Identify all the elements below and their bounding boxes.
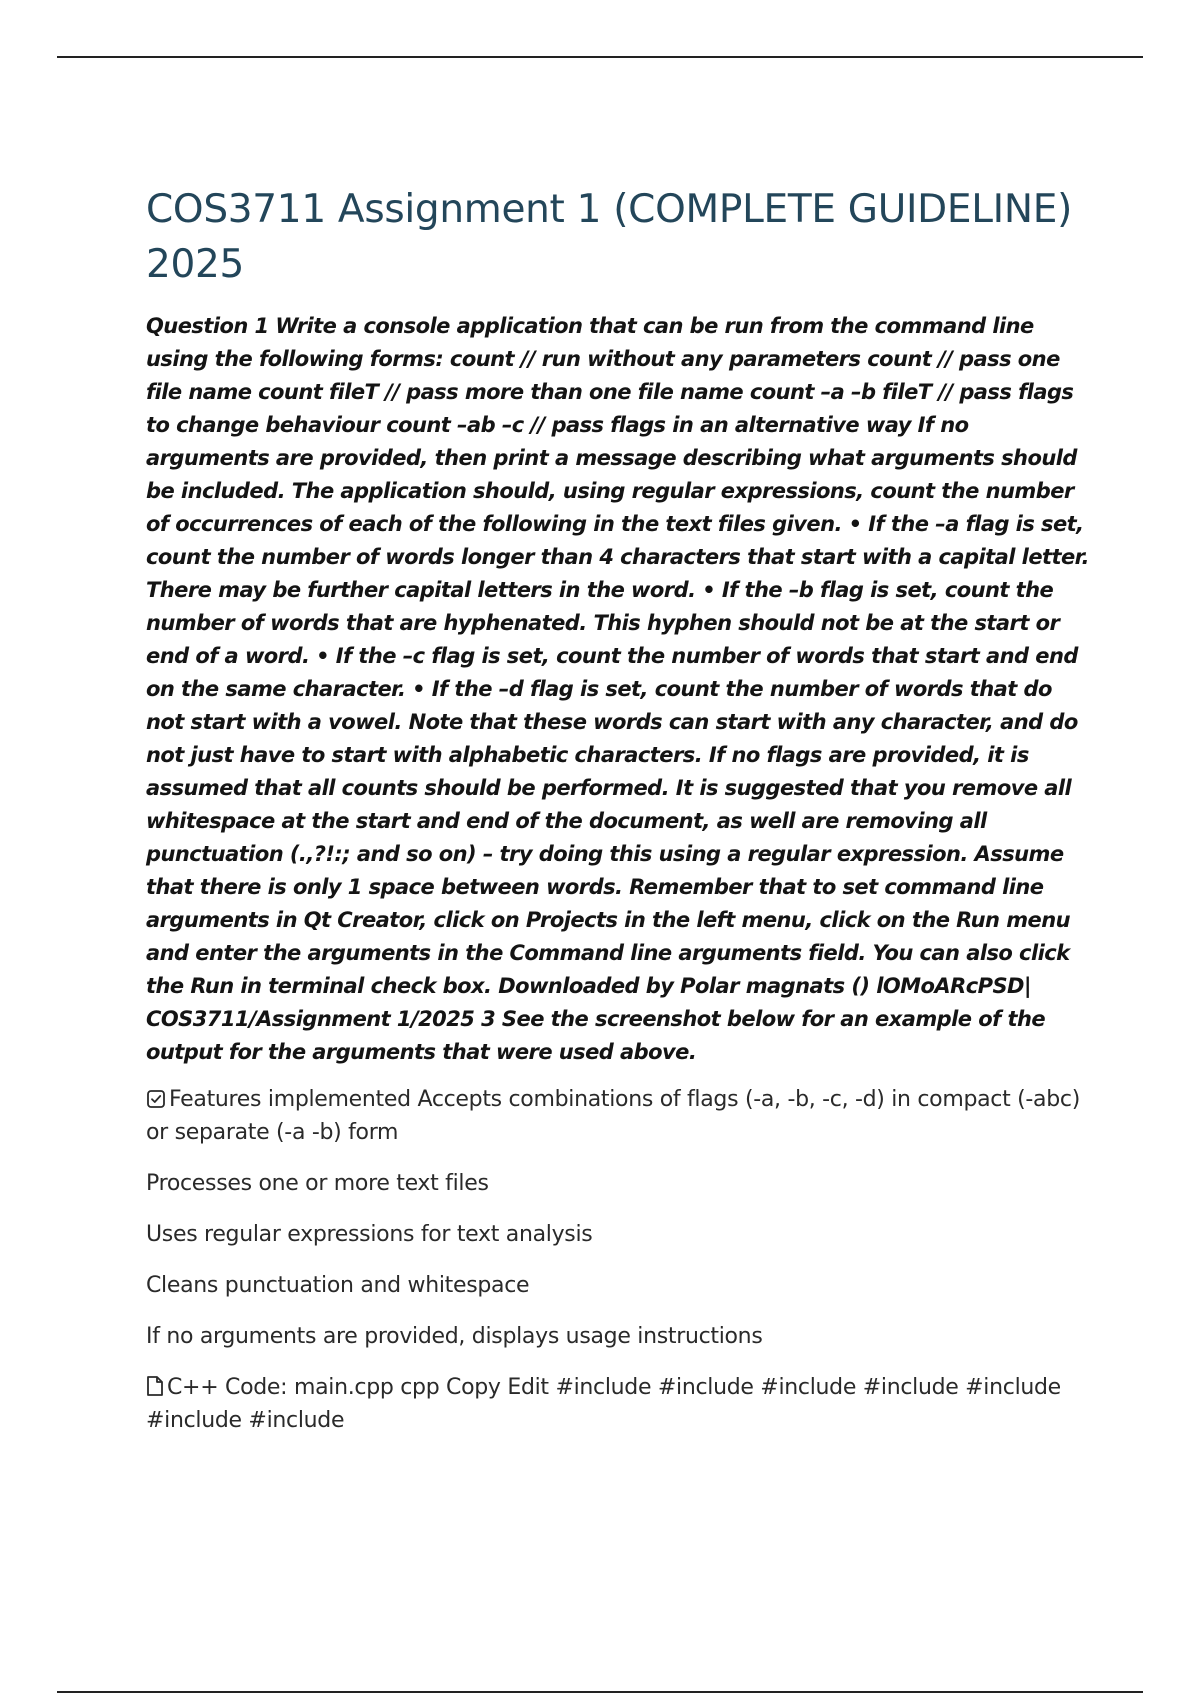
- document-icon: [146, 1375, 164, 1397]
- code-paragraph: [146, 1371, 1096, 1437]
- list-item: If no arguments are provided, displays usage instructions: [146, 1324, 763, 1349]
- bottom-rule: [57, 1691, 1143, 1693]
- features-paragraph: [146, 1083, 1096, 1149]
- question-text: Question 1 Write a console application that can be run from the command line using the following forms: count // run without any parameters count // pass one file name count fileT // pass more than one file name count –a –b fileT // pass flags to change behaviour count –ab –c // pass flags in an alternative way If no arguments are provided, then print a message describing what arguments should be included. The application should, using regular expressions, count the number of occurrences of each of the following in the text files given. • If the –a flag is set, count the number of words longer than 4 characters that start with a capital letter. There may be further capital letters in the word. • If the –b flag is set, count the number of words that are hyphenated. This hyphen should not be at the start or end of a word. • If the –c flag is set, count the number of words that start and end on the same character. • If the –d flag is set, count the number of words that do not start with a vowel. Note that these words can start with any character, and do not just have to start with alphabetic characters. If no flags are provided, it is assumed that all counts should be performed. It is suggested that you remove all whitespace at the start and end of the document, as well are removing all punctuation (.,?!:; and so on) – try doing this using a regular expression. Assume that there is only 1 space between words. Remember that to set command line arguments in Qt Creator, click on Projects in the left menu, click on the Run menu and enter the arguments in the Command line arguments field. You can also click the Run in terminal check box. Downloaded by Polar magnats () lOMoARcPSD| COS3711/Assignment 1/2025 3 See the screenshot below for an example of the output for the arguments that were used above.: [146, 314, 1089, 1064]
- features-text: Features implemented Accepts combinations of flags (-a, -b, -c, -d) in compact (-abc) or separate (-a -b) form: [146, 1087, 1080, 1145]
- list-item: Cleans punctuation and whitespace: [146, 1273, 530, 1298]
- document-body: [146, 182, 1096, 1455]
- top-rule: [57, 56, 1143, 58]
- code-text: C++ Code: main.cpp cpp Copy Edit #include #include #include #include #include #include #include: [146, 1375, 1061, 1433]
- list-item: Processes one or more text files: [146, 1171, 489, 1196]
- page-title: COS3711 Assignment 1 (COMPLETE GUIDELINE) 2025: [146, 187, 1073, 287]
- list-item: Uses regular expressions for text analysis: [146, 1222, 593, 1247]
- checkbox-checked-icon: [146, 1089, 166, 1109]
